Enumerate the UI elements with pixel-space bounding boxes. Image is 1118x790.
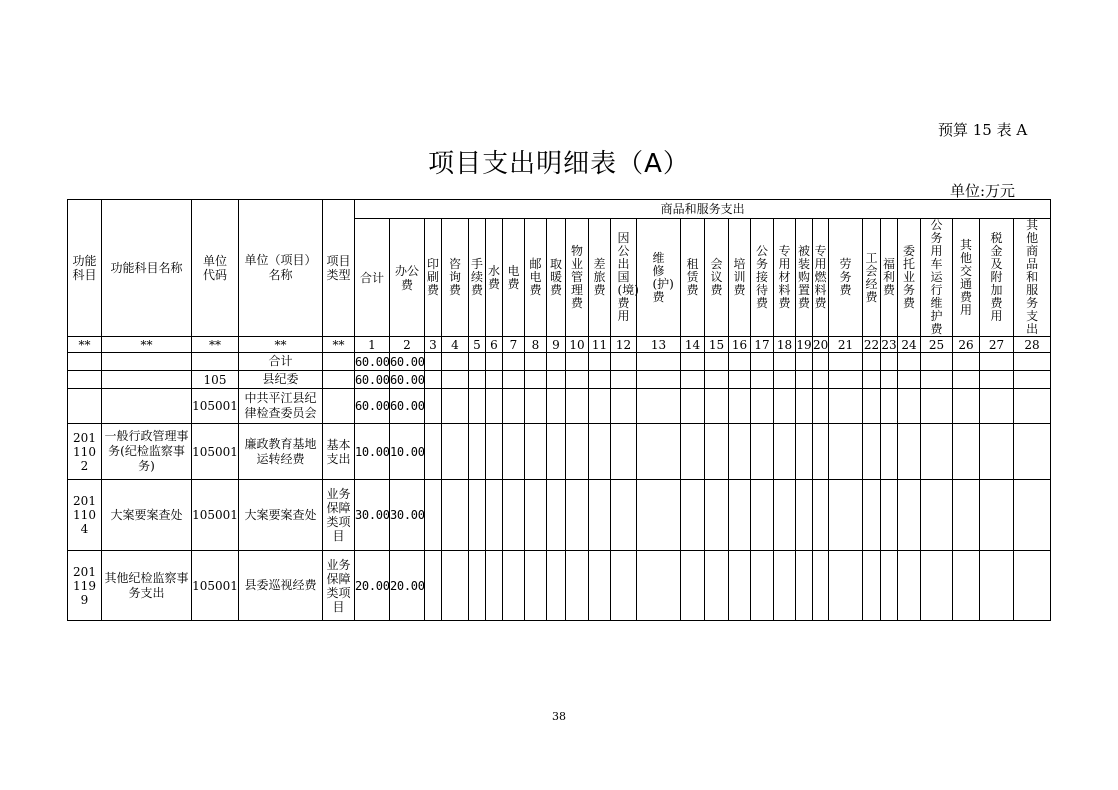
cell-total: 60.00 [355, 354, 390, 369]
cell-func-name [102, 389, 192, 424]
empty-cell [442, 424, 469, 480]
col-number: 21 [829, 337, 863, 353]
empty-cell [953, 371, 980, 389]
empty-cell [729, 424, 751, 480]
empty-cell [547, 480, 566, 551]
empty-cell [1014, 371, 1051, 389]
cell-unit-name: 县委巡视经费 [239, 551, 323, 621]
unit-label: 单位:万元 [950, 182, 1016, 200]
header-col-5: 手续费 [469, 219, 486, 337]
header-col-25: 公务用车运行维护费 [921, 219, 953, 337]
header-col-24: 委托业务费 [898, 219, 921, 337]
empty-cell [1014, 551, 1051, 621]
col-number: 28 [1014, 337, 1051, 353]
empty-cell [813, 480, 829, 551]
cell-office: 60.00 [390, 372, 425, 387]
empty-cell [681, 371, 705, 389]
cell-unit-code: 105001 [192, 551, 239, 621]
header-col-8: 邮电费 [525, 219, 547, 337]
empty-cell [469, 389, 486, 424]
empty-cell [486, 353, 503, 371]
empty-cell [774, 371, 796, 389]
cell-total: 60.00 [355, 389, 390, 424]
header-col-28: 其他商品和服务支出 [1014, 219, 1051, 337]
empty-cell [881, 480, 898, 551]
empty-cell [442, 389, 469, 424]
cell-unit-name: 大案要案查处 [239, 480, 323, 551]
cell-total: 10.00 [355, 424, 390, 480]
empty-cell [469, 480, 486, 551]
header-group: 商品和服务支出 [355, 200, 1051, 219]
empty-cell [953, 480, 980, 551]
col-number: 26 [953, 337, 980, 353]
col-number: 12 [611, 337, 637, 353]
empty-cell [898, 371, 921, 389]
empty-cell [486, 480, 503, 551]
empty-cell [881, 389, 898, 424]
col-number: 1 [355, 337, 390, 353]
cell-office: 60.00 [390, 354, 425, 369]
cell-total: 30.00 [355, 480, 390, 551]
header-col-26: 其他交通费用 [953, 219, 980, 337]
empty-cell [589, 424, 611, 480]
cell-func-name: 其他纪检监察事务支出 [102, 551, 192, 621]
cell-unit-code: 105001 [192, 424, 239, 480]
header-func-code: 功能科目 [68, 200, 102, 337]
empty-cell [486, 389, 503, 424]
header-col-6: 水费 [486, 219, 503, 337]
cell-unit-name: 中共平江县纪律检查委员会 [239, 389, 323, 424]
budget-table [67, 199, 1051, 621]
empty-cell [637, 480, 681, 551]
header-col-27: 税金及附加费用 [980, 219, 1014, 337]
empty-cell [953, 424, 980, 480]
empty-cell [469, 353, 486, 371]
star-cell: ** [323, 337, 355, 353]
empty-cell [589, 353, 611, 371]
empty-cell [953, 389, 980, 424]
empty-cell [751, 371, 774, 389]
empty-cell [863, 424, 881, 480]
cell-office: 10.00 [390, 424, 425, 480]
empty-cell [980, 353, 1014, 371]
empty-cell [729, 480, 751, 551]
empty-cell [796, 353, 813, 371]
col-number: 5 [469, 337, 486, 353]
cell-func-name: 大案要案查处 [102, 480, 192, 551]
cell-total: 60.00 [355, 372, 390, 387]
empty-cell [525, 424, 547, 480]
empty-cell [813, 353, 829, 371]
col-number: 20 [813, 337, 829, 352]
empty-cell [611, 353, 637, 371]
empty-cell [566, 389, 589, 424]
empty-cell [751, 480, 774, 551]
empty-cell [681, 389, 705, 424]
col-number: 14 [681, 337, 705, 353]
empty-cell [525, 371, 547, 389]
empty-cell [637, 551, 681, 621]
empty-cell [681, 353, 705, 371]
empty-cell [611, 480, 637, 551]
cell-proj-type [323, 389, 355, 424]
empty-cell [525, 480, 547, 551]
empty-cell [774, 353, 796, 371]
empty-cell [813, 389, 829, 424]
empty-cell [1014, 389, 1051, 424]
col-number: 27 [980, 337, 1014, 353]
empty-cell [796, 480, 813, 551]
col-number: 24 [898, 337, 921, 353]
empty-cell [863, 353, 881, 371]
empty-cell [503, 353, 525, 371]
empty-cell [980, 480, 1014, 551]
col-number: 3 [425, 337, 442, 353]
empty-cell [442, 480, 469, 551]
empty-cell [921, 371, 953, 389]
cell-func-code: 2011102 [68, 424, 102, 480]
col-number: 23 [881, 337, 897, 352]
empty-cell [425, 551, 442, 621]
star-cell: ** [192, 337, 239, 353]
cell-unit-name: 合计 [239, 353, 323, 371]
empty-cell [796, 424, 813, 480]
empty-cell [898, 424, 921, 480]
table-row [68, 353, 1051, 371]
empty-cell [774, 551, 796, 621]
empty-cell [705, 353, 729, 371]
empty-cell [898, 389, 921, 424]
col-number: 17 [751, 337, 774, 353]
header-col-3: 印刷费 [425, 219, 442, 337]
empty-cell [980, 424, 1014, 480]
empty-cell [637, 353, 681, 371]
header-unit-name: 单位（项目）名称 [239, 200, 323, 337]
empty-cell [566, 353, 589, 371]
empty-cell [469, 371, 486, 389]
empty-cell [1014, 353, 1051, 371]
header-col-9: 取暖费 [547, 219, 566, 337]
empty-cell [980, 389, 1014, 424]
cell-func-name [102, 353, 192, 371]
empty-cell [829, 551, 863, 621]
empty-cell [486, 371, 503, 389]
cell-office: 30.00 [390, 480, 425, 551]
cell-func-code [68, 371, 102, 389]
empty-cell [863, 389, 881, 424]
cell-proj-type: 业务保障类项目 [323, 551, 355, 621]
cell-func-name: 一般行政管理事务(纪检监察事务) [102, 424, 192, 480]
empty-cell [796, 371, 813, 389]
empty-cell [566, 551, 589, 621]
empty-cell [921, 424, 953, 480]
cell-func-code: 2011104 [68, 480, 102, 551]
header-col-17: 公务接待费 [751, 219, 774, 337]
header-col-7: 电费 [503, 219, 525, 337]
page-number: 38 [552, 710, 566, 723]
star-cell: ** [239, 337, 323, 353]
star-cell: ** [102, 337, 192, 353]
empty-cell [469, 551, 486, 621]
col-number: 4 [442, 337, 469, 353]
empty-cell [829, 371, 863, 389]
empty-cell [863, 480, 881, 551]
empty-cell [881, 353, 898, 371]
empty-cell [589, 480, 611, 551]
empty-cell [863, 551, 881, 621]
header-col-21: 劳务费 [829, 219, 863, 337]
table-row [68, 389, 1051, 424]
empty-cell [751, 424, 774, 480]
empty-cell [705, 424, 729, 480]
table-row [68, 551, 1051, 621]
empty-cell [486, 424, 503, 480]
cell-unit-code: 105001 [192, 389, 239, 424]
empty-cell [611, 424, 637, 480]
header-col-18: 专用材料费 [774, 219, 796, 337]
col-number: 13 [637, 337, 681, 353]
header-col-23: 福利费 [881, 219, 898, 337]
empty-cell [705, 480, 729, 551]
empty-cell [503, 551, 525, 621]
cell-func-code [68, 353, 102, 371]
empty-cell [980, 371, 1014, 389]
cell-unit-code [192, 353, 239, 371]
empty-cell [1014, 424, 1051, 480]
empty-cell [881, 371, 898, 389]
header-col-4: 咨询费 [442, 219, 469, 337]
empty-cell [442, 551, 469, 621]
table-row [68, 480, 1051, 551]
empty-cell [729, 371, 751, 389]
empty-cell [953, 551, 980, 621]
col-number: 19 [796, 337, 812, 352]
col-number: 9 [547, 337, 566, 353]
empty-cell [751, 389, 774, 424]
cell-office: 20.00 [390, 551, 425, 621]
empty-cell [1014, 480, 1051, 551]
empty-cell [547, 551, 566, 621]
header-col-15: 会议费 [705, 219, 729, 337]
empty-cell [425, 480, 442, 551]
cell-proj-type [323, 371, 355, 389]
empty-cell [589, 371, 611, 389]
empty-cell [829, 389, 863, 424]
empty-cell [681, 551, 705, 621]
header-col-13: 维修(护)费 [637, 219, 681, 337]
table-code: 预算 15 表 A [938, 121, 1028, 139]
header-col-12: 因公出国(境)费用 [611, 219, 637, 337]
empty-cell [705, 371, 729, 389]
col-number: 16 [729, 337, 751, 353]
cell-proj-type: 基本支出 [323, 424, 355, 480]
empty-cell [611, 371, 637, 389]
cell-func-code: 2011199 [68, 551, 102, 621]
cell-func-name [102, 371, 192, 389]
cell-proj-type [323, 353, 355, 371]
col-number: 18 [774, 337, 796, 353]
header-col-14: 租赁费 [681, 219, 705, 337]
empty-cell [881, 551, 898, 621]
empty-cell [637, 389, 681, 424]
empty-cell [442, 371, 469, 389]
empty-cell [637, 424, 681, 480]
empty-cell [469, 424, 486, 480]
header-col-16: 培训费 [729, 219, 751, 337]
col-number: 25 [921, 337, 953, 353]
empty-cell [921, 353, 953, 371]
table-row [68, 424, 1051, 480]
empty-cell [611, 389, 637, 424]
empty-cell [547, 389, 566, 424]
empty-cell [503, 480, 525, 551]
empty-cell [921, 389, 953, 424]
empty-cell [425, 353, 442, 371]
empty-cell [898, 480, 921, 551]
empty-cell [898, 353, 921, 371]
empty-cell [566, 371, 589, 389]
header-col-19: 被装购置费 [796, 219, 813, 337]
empty-cell [547, 371, 566, 389]
empty-cell [503, 389, 525, 424]
empty-cell [813, 551, 829, 621]
star-cell: ** [68, 337, 102, 353]
col-number: 11 [589, 337, 611, 353]
empty-cell [751, 551, 774, 621]
col-number: 6 [486, 337, 503, 353]
empty-cell [637, 371, 681, 389]
cell-unit-code: 105 [192, 371, 239, 389]
empty-cell [547, 353, 566, 371]
empty-cell [589, 389, 611, 424]
empty-cell [705, 551, 729, 621]
col-number: 2 [390, 337, 425, 353]
header-col-11: 差旅费 [589, 219, 611, 337]
col-number: 22 [863, 337, 880, 352]
empty-cell [566, 424, 589, 480]
empty-cell [681, 480, 705, 551]
col-number: 15 [705, 337, 729, 353]
cell-total: 20.00 [355, 551, 390, 621]
empty-cell [953, 353, 980, 371]
empty-cell [921, 551, 953, 621]
header-col-20: 专用燃料费 [813, 219, 829, 337]
col-number: 8 [525, 337, 547, 353]
empty-cell [829, 480, 863, 551]
empty-cell [729, 551, 751, 621]
empty-cell [829, 353, 863, 371]
empty-cell [813, 424, 829, 480]
header-col-10: 物业管理费 [566, 219, 589, 337]
empty-cell [486, 551, 503, 621]
empty-cell [503, 424, 525, 480]
header-unit-code: 单位代码 [192, 200, 239, 337]
empty-cell [525, 353, 547, 371]
empty-cell [503, 371, 525, 389]
cell-func-code [68, 389, 102, 424]
empty-cell [796, 389, 813, 424]
cell-office: 60.00 [390, 389, 425, 424]
table-row [68, 371, 1051, 389]
empty-cell [425, 424, 442, 480]
cell-proj-type: 业务保障类项目 [323, 480, 355, 551]
empty-cell [525, 551, 547, 621]
header-proj-type: 项目类型 [323, 200, 355, 337]
empty-cell [774, 480, 796, 551]
empty-cell [980, 551, 1014, 621]
empty-cell [813, 371, 829, 389]
empty-cell [881, 424, 898, 480]
empty-cell [921, 480, 953, 551]
empty-cell [863, 371, 881, 389]
empty-cell [705, 389, 729, 424]
empty-cell [611, 551, 637, 621]
cell-unit-name: 廉政教育基地运转经费 [239, 424, 323, 480]
empty-cell [898, 551, 921, 621]
empty-cell [566, 480, 589, 551]
empty-cell [729, 389, 751, 424]
empty-cell [425, 389, 442, 424]
header-col-2: 办公费 [390, 219, 425, 337]
empty-cell [525, 389, 547, 424]
header-func-name: 功能科目名称 [102, 200, 192, 337]
empty-cell [425, 371, 442, 389]
empty-cell [774, 389, 796, 424]
empty-cell [829, 424, 863, 480]
empty-cell [774, 424, 796, 480]
empty-cell [796, 551, 813, 621]
empty-cell [442, 353, 469, 371]
empty-cell [729, 353, 751, 371]
cell-unit-code: 105001 [192, 480, 239, 551]
col-number: 10 [566, 337, 589, 353]
col-number: 7 [503, 337, 525, 353]
header-col-1: 合计 [355, 219, 390, 337]
header-col-22: 工会经费 [863, 219, 881, 337]
empty-cell [751, 353, 774, 371]
empty-cell [547, 424, 566, 480]
empty-cell [589, 551, 611, 621]
page-title: 项目支出明细表（A） [428, 149, 690, 179]
cell-unit-name: 县纪委 [239, 371, 323, 389]
empty-cell [681, 424, 705, 480]
